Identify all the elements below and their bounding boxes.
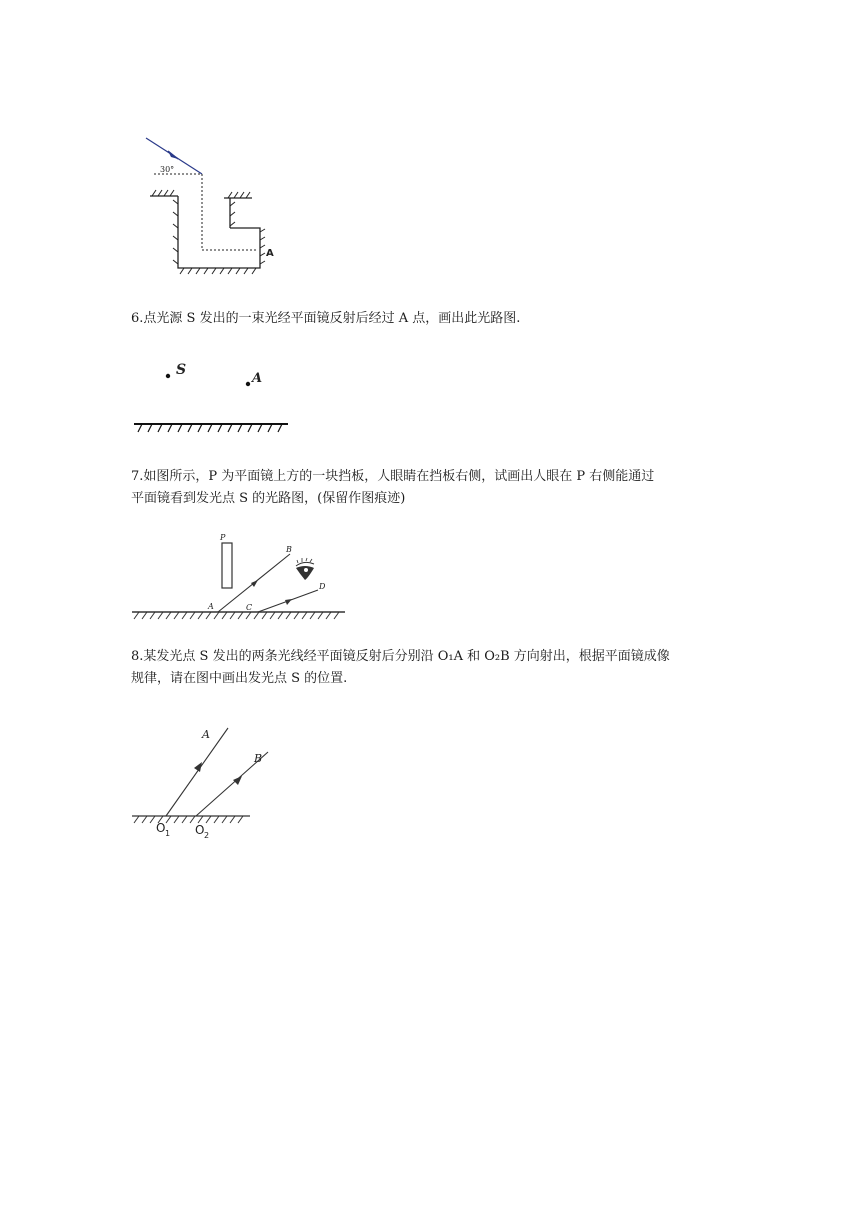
figure-q6 bbox=[130, 356, 300, 436]
label-o1: O bbox=[156, 821, 166, 835]
mirror-hatch bbox=[134, 816, 243, 823]
figure-q7 bbox=[130, 532, 350, 627]
hatch-bottom bbox=[180, 268, 256, 274]
hatch-right bbox=[260, 229, 265, 264]
point-s-label: S bbox=[176, 362, 187, 378]
hatch-left-wall bbox=[173, 200, 178, 264]
label-c: C bbox=[246, 603, 253, 612]
label-o1-sub: 1 bbox=[165, 829, 171, 838]
ray-o1-a bbox=[166, 728, 228, 816]
arrow-stroke bbox=[168, 151, 178, 159]
label-b: B bbox=[254, 752, 263, 765]
ray-cd-arrow bbox=[285, 599, 292, 605]
label-p: P bbox=[220, 533, 226, 542]
question-7-text bbox=[131, 466, 741, 510]
label-o2-sub: 2 bbox=[204, 831, 210, 840]
label-o2: O bbox=[195, 823, 205, 837]
point-s-dot bbox=[166, 374, 170, 378]
point-a-label: A bbox=[266, 248, 274, 259]
point-a-label: A bbox=[252, 371, 263, 386]
ray-o1-a-arrow bbox=[194, 762, 202, 772]
question-8-text bbox=[131, 646, 741, 690]
hatch-top-right bbox=[228, 192, 250, 198]
question-8-line-1: 8.某发光点 S 发出的两条光线经平面镜反射后分别沿 O₁A 和 O₂B 方向射出，根据平面镜成像 bbox=[131, 649, 670, 664]
label-a: A bbox=[208, 602, 214, 611]
question-7-line-1: 7.如图所示，P 为平面镜上方的一块挡板，人眼睛在挡板右侧，试画出人眼在 P 右侧能通过 bbox=[131, 469, 655, 484]
question-8-line-2: 规律，请在图中画出发光点 S 的位置. bbox=[131, 671, 348, 686]
question-6-line: 6.点光源 S 发出的一束光经平面镜反射后经过 A 点，画出此光路图. bbox=[131, 311, 521, 326]
label-a: A bbox=[202, 728, 210, 741]
barrier-p bbox=[222, 543, 232, 588]
hatch-top-left bbox=[152, 190, 174, 196]
point-a-dot bbox=[246, 382, 250, 386]
hatch-inner-right bbox=[230, 202, 235, 226]
ray-o2-b-arrow bbox=[233, 776, 242, 785]
figure-q8 bbox=[130, 718, 290, 848]
question-7-line-2: 平面镜看到发光点 S 的光路图，(保留作图痕迹) bbox=[131, 491, 406, 506]
label-d: D bbox=[319, 582, 326, 591]
tube-outline-left bbox=[178, 196, 260, 268]
angle-label: 30° bbox=[160, 165, 175, 174]
figure-q5 bbox=[140, 132, 280, 282]
mirror-hatch bbox=[134, 612, 339, 619]
ray-ab-arrow bbox=[251, 580, 258, 587]
mirror-hatch bbox=[138, 424, 282, 432]
label-b: B bbox=[286, 545, 292, 554]
question-6-text bbox=[131, 308, 741, 330]
eye-icon bbox=[296, 558, 314, 580]
